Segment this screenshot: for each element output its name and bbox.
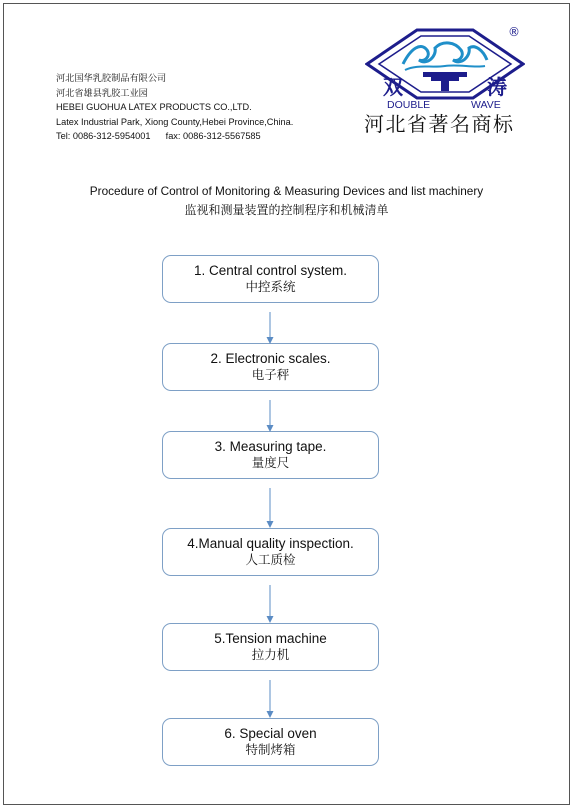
flow-arrow-icon xyxy=(264,400,276,432)
flow-step-label-en: 2. Electronic scales. xyxy=(210,351,331,366)
company-info xyxy=(56,71,356,144)
flow-step-label-cn: 人工质检 xyxy=(245,553,296,567)
flow-step-label-en: 1. Central control system. xyxy=(193,263,348,278)
company-fax: fax: 0086-312-5567585 xyxy=(165,131,261,142)
company-tel: Tel: 0086-312-5954001 xyxy=(56,131,151,142)
document-title-en: Procedure of Control of Monitoring & Measuring Devices and list machinery xyxy=(89,184,484,198)
flow-step-label-cn: 量度尺 xyxy=(251,456,290,470)
flow-step-2 xyxy=(162,343,379,391)
brand-caption: 河北省著名商标 xyxy=(364,114,515,136)
flow-step-5 xyxy=(162,623,379,671)
company-address-cn: 河北省雄县乳胶工业园 xyxy=(56,87,148,98)
flow-step-label-cn: 特制烤箱 xyxy=(245,743,296,757)
brand-right-word: WAVE xyxy=(471,99,501,111)
brand-left-word: DOUBLE xyxy=(387,99,431,111)
flow-step-label-en: 5.Tension machine xyxy=(214,631,327,646)
flow-step-1 xyxy=(162,255,379,303)
flow-step-label-cn: 电子秤 xyxy=(251,368,290,382)
flow-step-label-en: 3. Measuring tape. xyxy=(214,439,327,454)
company-name-cn: 河北国华乳胶制品有限公司 xyxy=(56,73,167,83)
document-title-cn: 监视和测量装置的控制程序和机械清单 xyxy=(184,203,389,217)
flow-step-label-en: 4.Manual quality inspection. xyxy=(187,536,354,551)
flow-step-4 xyxy=(162,528,379,576)
company-address-en: Latex Industrial Park, Xiong County,Hebei Province,China. xyxy=(56,116,294,127)
flow-step-6 xyxy=(162,718,379,766)
double-wave-logo xyxy=(365,20,525,112)
flow-step-label-cn: 拉力机 xyxy=(251,648,290,662)
flow-step-label-cn: 中控系统 xyxy=(245,280,296,294)
company-contact xyxy=(56,129,356,144)
brand-name-cn: 双 涛 xyxy=(383,75,507,99)
flow-arrow-icon xyxy=(264,585,276,623)
flow-step-label-en: 6. Special oven xyxy=(224,726,317,741)
company-name-en: HEBEI GUOHUA LATEX PRODUCTS CO.,LTD. xyxy=(56,102,252,113)
flow-arrow-icon xyxy=(264,312,276,344)
flow-step-3 xyxy=(162,431,379,479)
flow-arrow-icon xyxy=(264,680,276,718)
registered-mark-icon: ® xyxy=(508,25,520,39)
flow-arrow-icon xyxy=(264,488,276,528)
